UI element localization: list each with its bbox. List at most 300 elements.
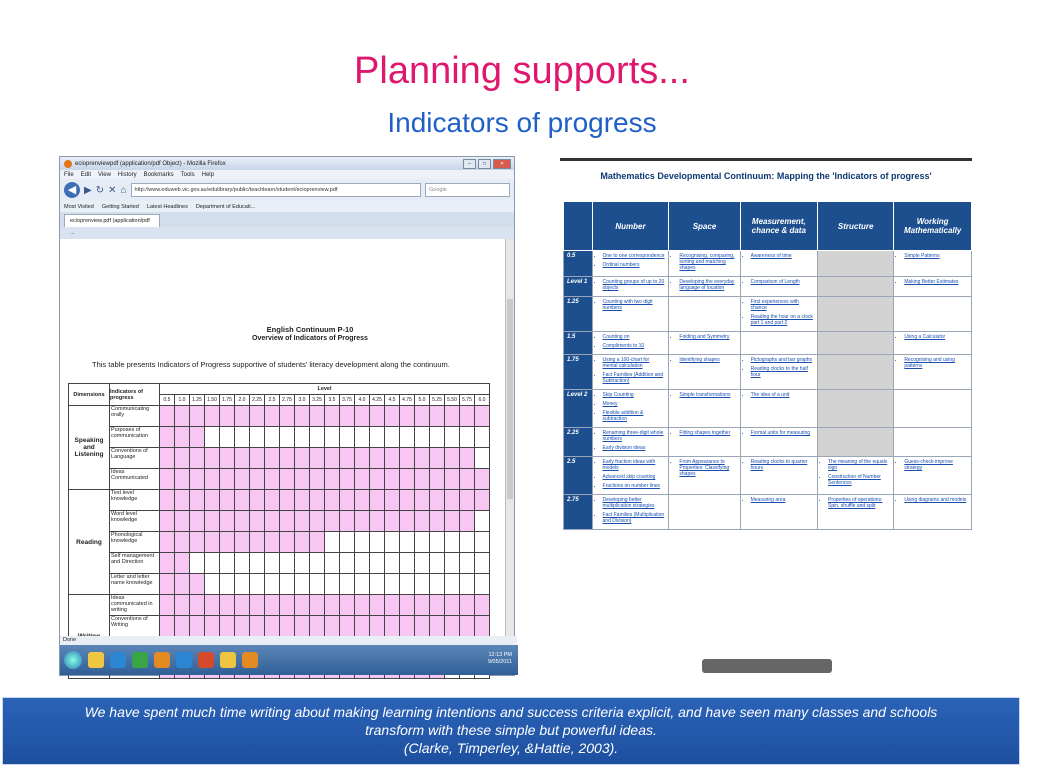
level-cell [370,427,385,448]
table-row [69,490,490,511]
url-bar[interactable]: http://www.eduweb.vic.gov.au/edulibrary/public/teachlearn/student/ecioprenview.pdf [131,183,421,197]
indicator-cell: Conventions of Language [110,448,160,469]
clock-date: 9/05/2011 [487,659,512,665]
doc-subheading: Overview of Indicators of Progress [252,335,368,342]
level-cell [295,574,310,595]
level-column-header: 1.50 [205,395,220,406]
level-cell [475,427,490,448]
level-cell [475,469,490,490]
level-cell [340,532,355,553]
level-cell [280,448,295,469]
level-cell [190,553,205,574]
level-cell [445,511,460,532]
indicator-link[interactable]: • Measuring area [751,497,814,503]
level-cell [415,532,430,553]
maths-cell-measurement [740,277,817,297]
level-cell [430,574,445,595]
bookmarks-bar [60,201,514,212]
doc-heading: English Continuum P-10 [266,325,354,334]
level-cell [355,553,370,574]
dimension-cell: Reading [69,490,110,595]
maths-column-header [564,202,593,251]
level-cell [400,406,415,427]
indicator-link[interactable]: • Skip Counting [603,392,666,398]
level-cell [475,511,490,532]
indicator-link[interactable]: • Ordinal numbers [603,262,666,268]
level-cell [430,448,445,469]
table-row [69,532,490,553]
level-cell [355,574,370,595]
level-cell [355,490,370,511]
indicator-link[interactable]: • Developing better multiplication strategies [603,497,666,509]
level-cell [175,553,190,574]
indicator-link[interactable]: • Simple transformations [679,392,736,398]
indicator-link[interactable]: • Folding and Symmetry [679,334,736,340]
level-cell [160,532,175,553]
folder-taskbar-icon[interactable] [220,652,236,668]
level-cell [340,553,355,574]
maths-cell-working [894,332,972,355]
indicator-link[interactable]: • Early division ideas [603,445,666,451]
level-cell [340,616,355,637]
level-cell [280,553,295,574]
level-cell [370,448,385,469]
indicator-cell: Conventions of Writing [110,616,160,637]
indicators-header: Indicators of progress [110,384,160,406]
level-cell [280,490,295,511]
indicator-link[interactable]: • Fact Families (Multiplication and Division) [603,512,666,524]
level-cell [220,406,235,427]
level-cell [460,406,475,427]
level-cell [190,490,205,511]
level-cell [445,406,460,427]
search-box[interactable]: Google [425,183,510,197]
level-cell [400,469,415,490]
level-cell [415,406,430,427]
level-cell [160,553,175,574]
level-cell [190,469,205,490]
maths-row [564,495,972,530]
level-cell [235,406,250,427]
slide-title: Planning supports... [354,50,690,92]
level-cell [355,532,370,553]
level-cell [295,427,310,448]
level-cell [160,448,175,469]
level-label: 1.25 [564,297,593,332]
level-cell [460,511,475,532]
maths-cell-structure [818,355,894,390]
level-cell [460,427,475,448]
maths-cell-space [669,495,740,530]
level-cell [430,595,445,616]
indicator-link[interactable]: • First experiences with chance [751,299,814,311]
level-cell [175,616,190,637]
level-cell [325,532,340,553]
level-cell [310,616,325,637]
maths-column-header: Structure [818,202,894,251]
pdf-content [60,239,506,636]
level-cell [415,553,430,574]
pdf-floating-toolbar[interactable] [702,659,832,673]
level-cell [265,532,280,553]
stop-button[interactable]: ✕ [108,184,117,196]
maths-cell-measurement [740,297,817,332]
indicator-link[interactable]: • Construction of Number Sentences [828,474,890,486]
maximize-button[interactable]: □ [478,159,491,169]
level-cell [175,595,190,616]
level-column-header: 2.5 [265,395,280,406]
level-cell [370,532,385,553]
level-cell [220,532,235,553]
level-cell [355,616,370,637]
maths-cell-space [669,297,740,332]
outlook-taskbar-icon[interactable] [154,652,170,668]
maths-cell-working [894,495,972,530]
forward-button[interactable]: ▶ [84,184,92,196]
explorer-taskbar-icon[interactable] [88,652,104,668]
level-cell [415,511,430,532]
table-row [69,406,490,427]
level-cell [355,511,370,532]
level-cell [295,448,310,469]
reload-button[interactable]: ↻ [95,184,105,196]
level-cell [385,406,400,427]
level-column-header: 6.0 [475,395,490,406]
doc-intro: This table presents Indicators of Progress supportive of students' literacy development along the continuum. [92,360,450,369]
menu-item[interactable]: File [64,171,74,178]
level-cell [460,469,475,490]
level-cell [175,490,190,511]
level-cell [220,616,235,637]
level-cell [280,616,295,637]
level-cell [355,427,370,448]
maths-cell-working [894,457,972,495]
level-cell [355,448,370,469]
level-cell [430,511,445,532]
menu-item[interactable]: Tools [180,171,195,178]
indicator-cell: Letter and letter name knowledge [110,574,160,595]
table-row [69,448,490,469]
navigation-toolbar [60,179,514,201]
level-cell [205,448,220,469]
level-cell [400,532,415,553]
level-cell [385,511,400,532]
indicator-link[interactable]: • Formal units for measuring [751,430,814,436]
level-cell [220,574,235,595]
indicator-cell: Word level knowledge [110,511,160,532]
maths-cell-working [894,297,972,332]
maths-row [564,457,972,495]
level-cell [175,469,190,490]
level-cell [415,595,430,616]
slide-subtitle: Indicators of progress [387,107,657,138]
level-cell [385,448,400,469]
level-cell [445,553,460,574]
level-cell [160,511,175,532]
level-cell [430,406,445,427]
level-cell [475,448,490,469]
level-cell [235,427,250,448]
indicator-link[interactable]: • Flexible addition & subtraction [603,410,666,422]
indicator-link[interactable]: • Reading the hour on a clock part 1 and part 2 [751,314,814,326]
level-cell [265,490,280,511]
indicator-link[interactable]: • Fitting shapes together [679,430,736,436]
back-button[interactable]: ◀ [64,182,80,198]
maths-cell-working [894,390,972,428]
home-button[interactable]: ⌂ [120,184,127,196]
level-cell [370,490,385,511]
maths-cell-structure [818,251,894,277]
indicator-link[interactable]: • Fact Families (Addition and Subtraction) [603,372,666,384]
indicator-link[interactable]: • Making Better Estimates [904,279,968,285]
level-cell [325,574,340,595]
bookmark-item[interactable]: Latest Headlines [146,203,188,210]
maths-cell-measurement [740,495,817,530]
level-cell [310,553,325,574]
level-cell [280,469,295,490]
maths-row [564,251,972,277]
level-cell [430,616,445,637]
indicator-link[interactable]: • Early fraction ideas with models [603,459,666,471]
maths-title: Mathematics Developmental Continuum: Mapping the 'Indicators of progress' [600,171,932,181]
level-cell [445,532,460,553]
level-cell [310,574,325,595]
level-column-header: 4.25 [370,395,385,406]
level-cell [475,553,490,574]
maths-cell-working [894,277,972,297]
indicator-link[interactable]: • Using diagrams and models [904,497,968,503]
bookmark-item[interactable]: Getting Started [101,203,139,210]
indicator-link[interactable]: • Using a Calculator [904,334,968,340]
level-cell [475,490,490,511]
maths-column-header: Working Mathematically [894,202,972,251]
level-cell [310,595,325,616]
indicator-link[interactable]: • Developing the everyday language of location [679,279,736,291]
level-cell [190,574,205,595]
level-cell [280,532,295,553]
firefox-icon [64,160,72,168]
indicator-link[interactable]: • One to one correspondence [603,253,666,259]
level-column-header: 5.75 [460,395,475,406]
maths-row [564,297,972,332]
level-label: 0.5 [564,251,593,277]
indicator-link[interactable]: • Compliments to 10 [603,343,666,349]
level-cell [175,406,190,427]
level-label: 2.5 [564,457,593,495]
level-cell [460,553,475,574]
level-cell [160,595,175,616]
maths-cell-number [592,390,669,428]
indicator-link[interactable]: • Simple Patterns [904,253,968,259]
level-cell [340,427,355,448]
menu-item[interactable]: View [98,171,111,178]
level-cell [475,595,490,616]
windows-taskbar [60,645,518,675]
level-cell [370,595,385,616]
table-row [69,511,490,532]
level-cell [340,574,355,595]
level-cell [400,427,415,448]
level-label: Level 1 [564,277,593,297]
indicator-link[interactable]: • Fractions on number lines [603,483,666,489]
maths-cell-structure [818,277,894,297]
level-cell [295,406,310,427]
level-cell [250,616,265,637]
level-cell [295,532,310,553]
level-cell [265,595,280,616]
level-cell [475,532,490,553]
window-title: ecioprenviewpdf (application/pdf Object) - Mozilla Firefox [75,160,226,167]
indicator-link[interactable]: • Reading clocks to the half hour [751,366,814,378]
indicator-link[interactable]: • The meaning of the equals sign [828,459,890,471]
firefox-window [59,156,515,676]
maths-cell-number [592,297,669,332]
level-cell [325,406,340,427]
level-column-header: 1.0 [175,395,190,406]
level-cell [265,427,280,448]
level-cell [205,532,220,553]
indicator-link[interactable]: • Counting groups of up to 20 objects [603,279,666,291]
indicator-link[interactable]: • Reading clocks to quarter hours [751,459,814,471]
table-row [69,616,490,637]
level-cell [445,469,460,490]
indicator-link[interactable]: • Recognising and using patterns [904,357,968,369]
level-cell [415,490,430,511]
minimize-button[interactable]: – [463,159,476,169]
level-cell [190,616,205,637]
maths-cell-number [592,428,669,457]
indicator-link[interactable]: • The idea of a unit [751,392,814,398]
level-cell [295,469,310,490]
level-cell [205,511,220,532]
menu-item[interactable]: History [117,171,137,178]
level-cell [400,616,415,637]
level-cell [265,448,280,469]
quote-citation: (Clarke, Timperley, &Hattie, 2003). [403,740,619,756]
maths-row [564,332,972,355]
level-cell [475,616,490,637]
indicator-link[interactable]: • Comparison of Length [751,279,814,285]
level-cell [310,427,325,448]
level-column-header: 4.75 [400,395,415,406]
status-bar: Done [60,636,517,645]
level-cell [205,574,220,595]
level-cell [220,448,235,469]
level-cell [355,406,370,427]
indicator-cell: Purposes of communication [110,427,160,448]
indicator-link[interactable]: • From Appearance to Properties: Classifying shapes [679,459,736,477]
maths-column-header: Measurement, chance & data [740,202,817,251]
level-cell [430,553,445,574]
level-cell [445,448,460,469]
indicator-link[interactable]: • Identifying shapes [679,357,736,363]
level-cell [430,469,445,490]
level-cell [190,427,205,448]
level-cell [175,448,190,469]
level-cell [205,427,220,448]
vertical-scrollbar[interactable] [505,239,514,636]
excel-taskbar-icon[interactable] [132,652,148,668]
level-cell [280,406,295,427]
maths-cell-number [592,457,669,495]
indicator-link[interactable]: • Properties of operations: Spin, shuffle and split [828,497,890,509]
maths-cell-space [669,251,740,277]
level-cell [445,616,460,637]
maths-table [563,201,972,530]
level-cell [400,448,415,469]
level-cell [370,553,385,574]
indicator-link[interactable]: • Renaming three-digit whole numbers [603,430,666,442]
level-cell [370,616,385,637]
level-column-header: 4.0 [355,395,370,406]
indicator-link[interactable]: • Guess-check-improve strategy [904,459,968,471]
level-cell [460,490,475,511]
maths-cell-structure [818,297,894,332]
word-taskbar-icon[interactable] [176,652,192,668]
level-cell [415,469,430,490]
table-row [69,427,490,448]
bookmark-item[interactable]: Most Visited [64,203,94,210]
level-cell [325,469,340,490]
menu-item[interactable]: Bookmarks [143,171,174,178]
maths-row [564,428,972,457]
level-cell [400,511,415,532]
powerpoint-taskbar-icon[interactable] [198,652,214,668]
level-cell [310,469,325,490]
indicator-link[interactable]: • Recognising, comparing, sorting and matching shapes [679,253,736,271]
level-cell [340,595,355,616]
maths-cell-measurement [740,355,817,390]
level-cell [445,595,460,616]
dimensions-header: Dimensions [69,384,110,406]
tab-pdf[interactable]: ecioprenview.pdf (application/pdf ... [64,214,160,227]
level-cell [310,511,325,532]
indicator-link[interactable]: • Advanced skip counting [603,474,666,480]
indicator-link[interactable]: • Money [603,401,666,407]
level-cell [445,490,460,511]
menu-item[interactable]: Help [201,171,214,178]
start-button[interactable] [64,651,82,669]
level-column-header: 3.25 [310,395,325,406]
level-cell [280,595,295,616]
ie-taskbar-icon[interactable] [110,652,126,668]
level-cell [235,511,250,532]
indicator-link[interactable]: • Using a 100-chart for mental calculation [603,357,666,369]
maths-cell-structure [818,495,894,530]
level-column-header: 3.75 [340,395,355,406]
level-cell [370,406,385,427]
bookmark-item[interactable]: Department of Educati... [195,203,256,210]
quote-banner [2,697,1020,765]
maths-row [564,355,972,390]
indicator-link[interactable]: • Counting with two digit numbers [603,299,666,311]
level-cell [190,532,205,553]
level-cell [340,448,355,469]
indicator-cell: Phonological knowledge [110,532,160,553]
indicator-link[interactable]: • Pictographs and bar graphs [751,357,814,363]
close-button[interactable]: ✕ [493,159,511,169]
indicator-link[interactable]: • Awareness of time [751,253,814,259]
level-cell [385,574,400,595]
indicator-link[interactable]: • Counting on [603,334,666,340]
level-header: Level [160,384,490,395]
firefox-taskbar-icon[interactable] [242,652,258,668]
level-cell [205,406,220,427]
menu-item[interactable]: Edit [80,171,92,178]
level-column-header: 2.0 [235,395,250,406]
window-titlebar [60,157,514,170]
level-cell [385,553,400,574]
